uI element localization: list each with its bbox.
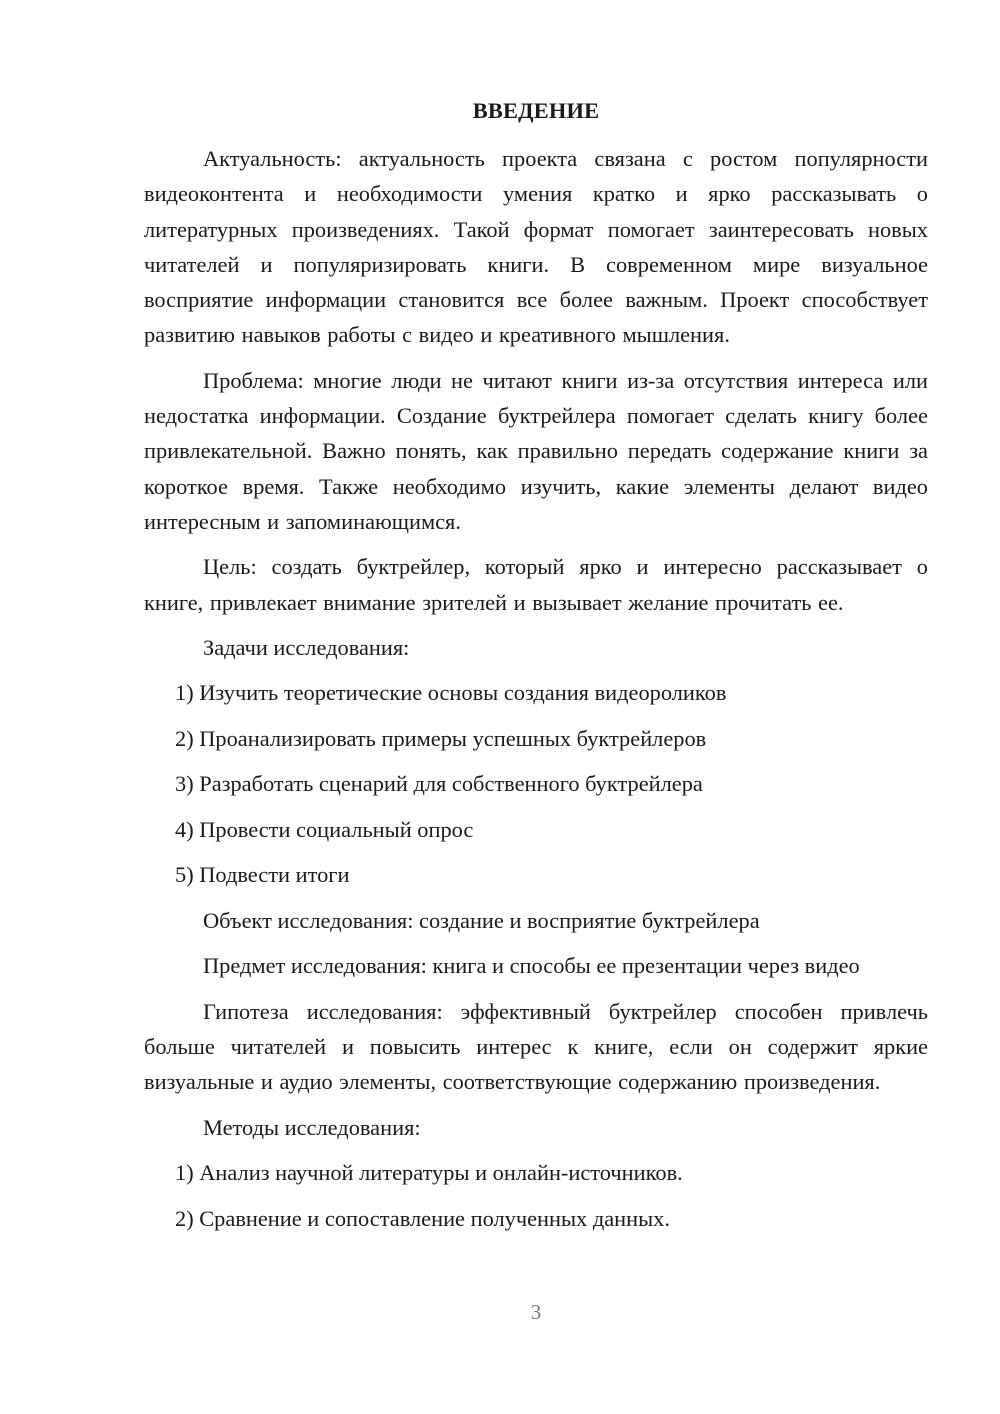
tasks-title: Задачи исследования: bbox=[203, 634, 410, 660]
hypothesis-paragraph: Гипотеза исследования: эффективный буктрейлер способен привлечь больше читателей и повысить интерес к книге, если он содержит яркие визуальные и аудио элементы, соответствующие содержанию произведения. bbox=[144, 998, 928, 1095]
tasks-list bbox=[144, 675, 928, 892]
list-item: 2) Сравнение и сопоставление полученных данных. bbox=[175, 1205, 670, 1231]
list-item: 5) Подвести итоги bbox=[175, 862, 350, 888]
subject-paragraph: Предмет исследования: книга и способы ее презентации через видео bbox=[203, 953, 860, 979]
methods-title: Методы исследования: bbox=[203, 1114, 421, 1140]
list-item: 3) Разработать сценарий для собственного буктрейлера bbox=[175, 771, 703, 797]
problem-paragraph: Проблема: многие люди не читают книги из-за отсутствия интереса или недостатка информации. Создание буктрейлера помогает сделать книгу более привлекательной. Важно понять, как правильно передать содержание книги за короткое время. Также необходимо изучить, какие элементы делают видео интересным и запоминающимся. bbox=[144, 367, 928, 534]
page-title: ВВЕДЕНИЕ bbox=[472, 98, 600, 123]
relevance-paragraph: Актуальность: актуальность проекта связана с ростом популярности видеоконтента и необходимости умения кратко и ярко рассказывать о литературных произведениях. Такой формат помогает заинтересовать новых читателей и популяризировать книги. В современном мире визуальное восприятие информации становится все более важным. Проект способствует развитию навыков работы с видео и креативного мышления. bbox=[144, 146, 928, 348]
list-item: 4) Провести социальный опрос bbox=[175, 816, 474, 842]
list-item: 1) Анализ научной литературы и онлайн-источников. bbox=[175, 1160, 683, 1186]
methods-list bbox=[144, 1155, 928, 1236]
object-paragraph: Объект исследования: создание и восприятие буктрейлера bbox=[203, 907, 760, 933]
list-item: 1) Изучить теоретические основы создания видеороликов bbox=[175, 680, 727, 706]
goal-paragraph: Цель: создать буктрейлер, который ярко и интересно рассказывает о книге, привлекает внимание зрителей и вызывает желание прочитать ее. bbox=[144, 554, 928, 615]
page-content bbox=[144, 93, 928, 1246]
page-number: 3 bbox=[530, 1300, 542, 1324]
list-item: 2) Проанализировать примеры успешных буктрейлеров bbox=[175, 725, 707, 751]
